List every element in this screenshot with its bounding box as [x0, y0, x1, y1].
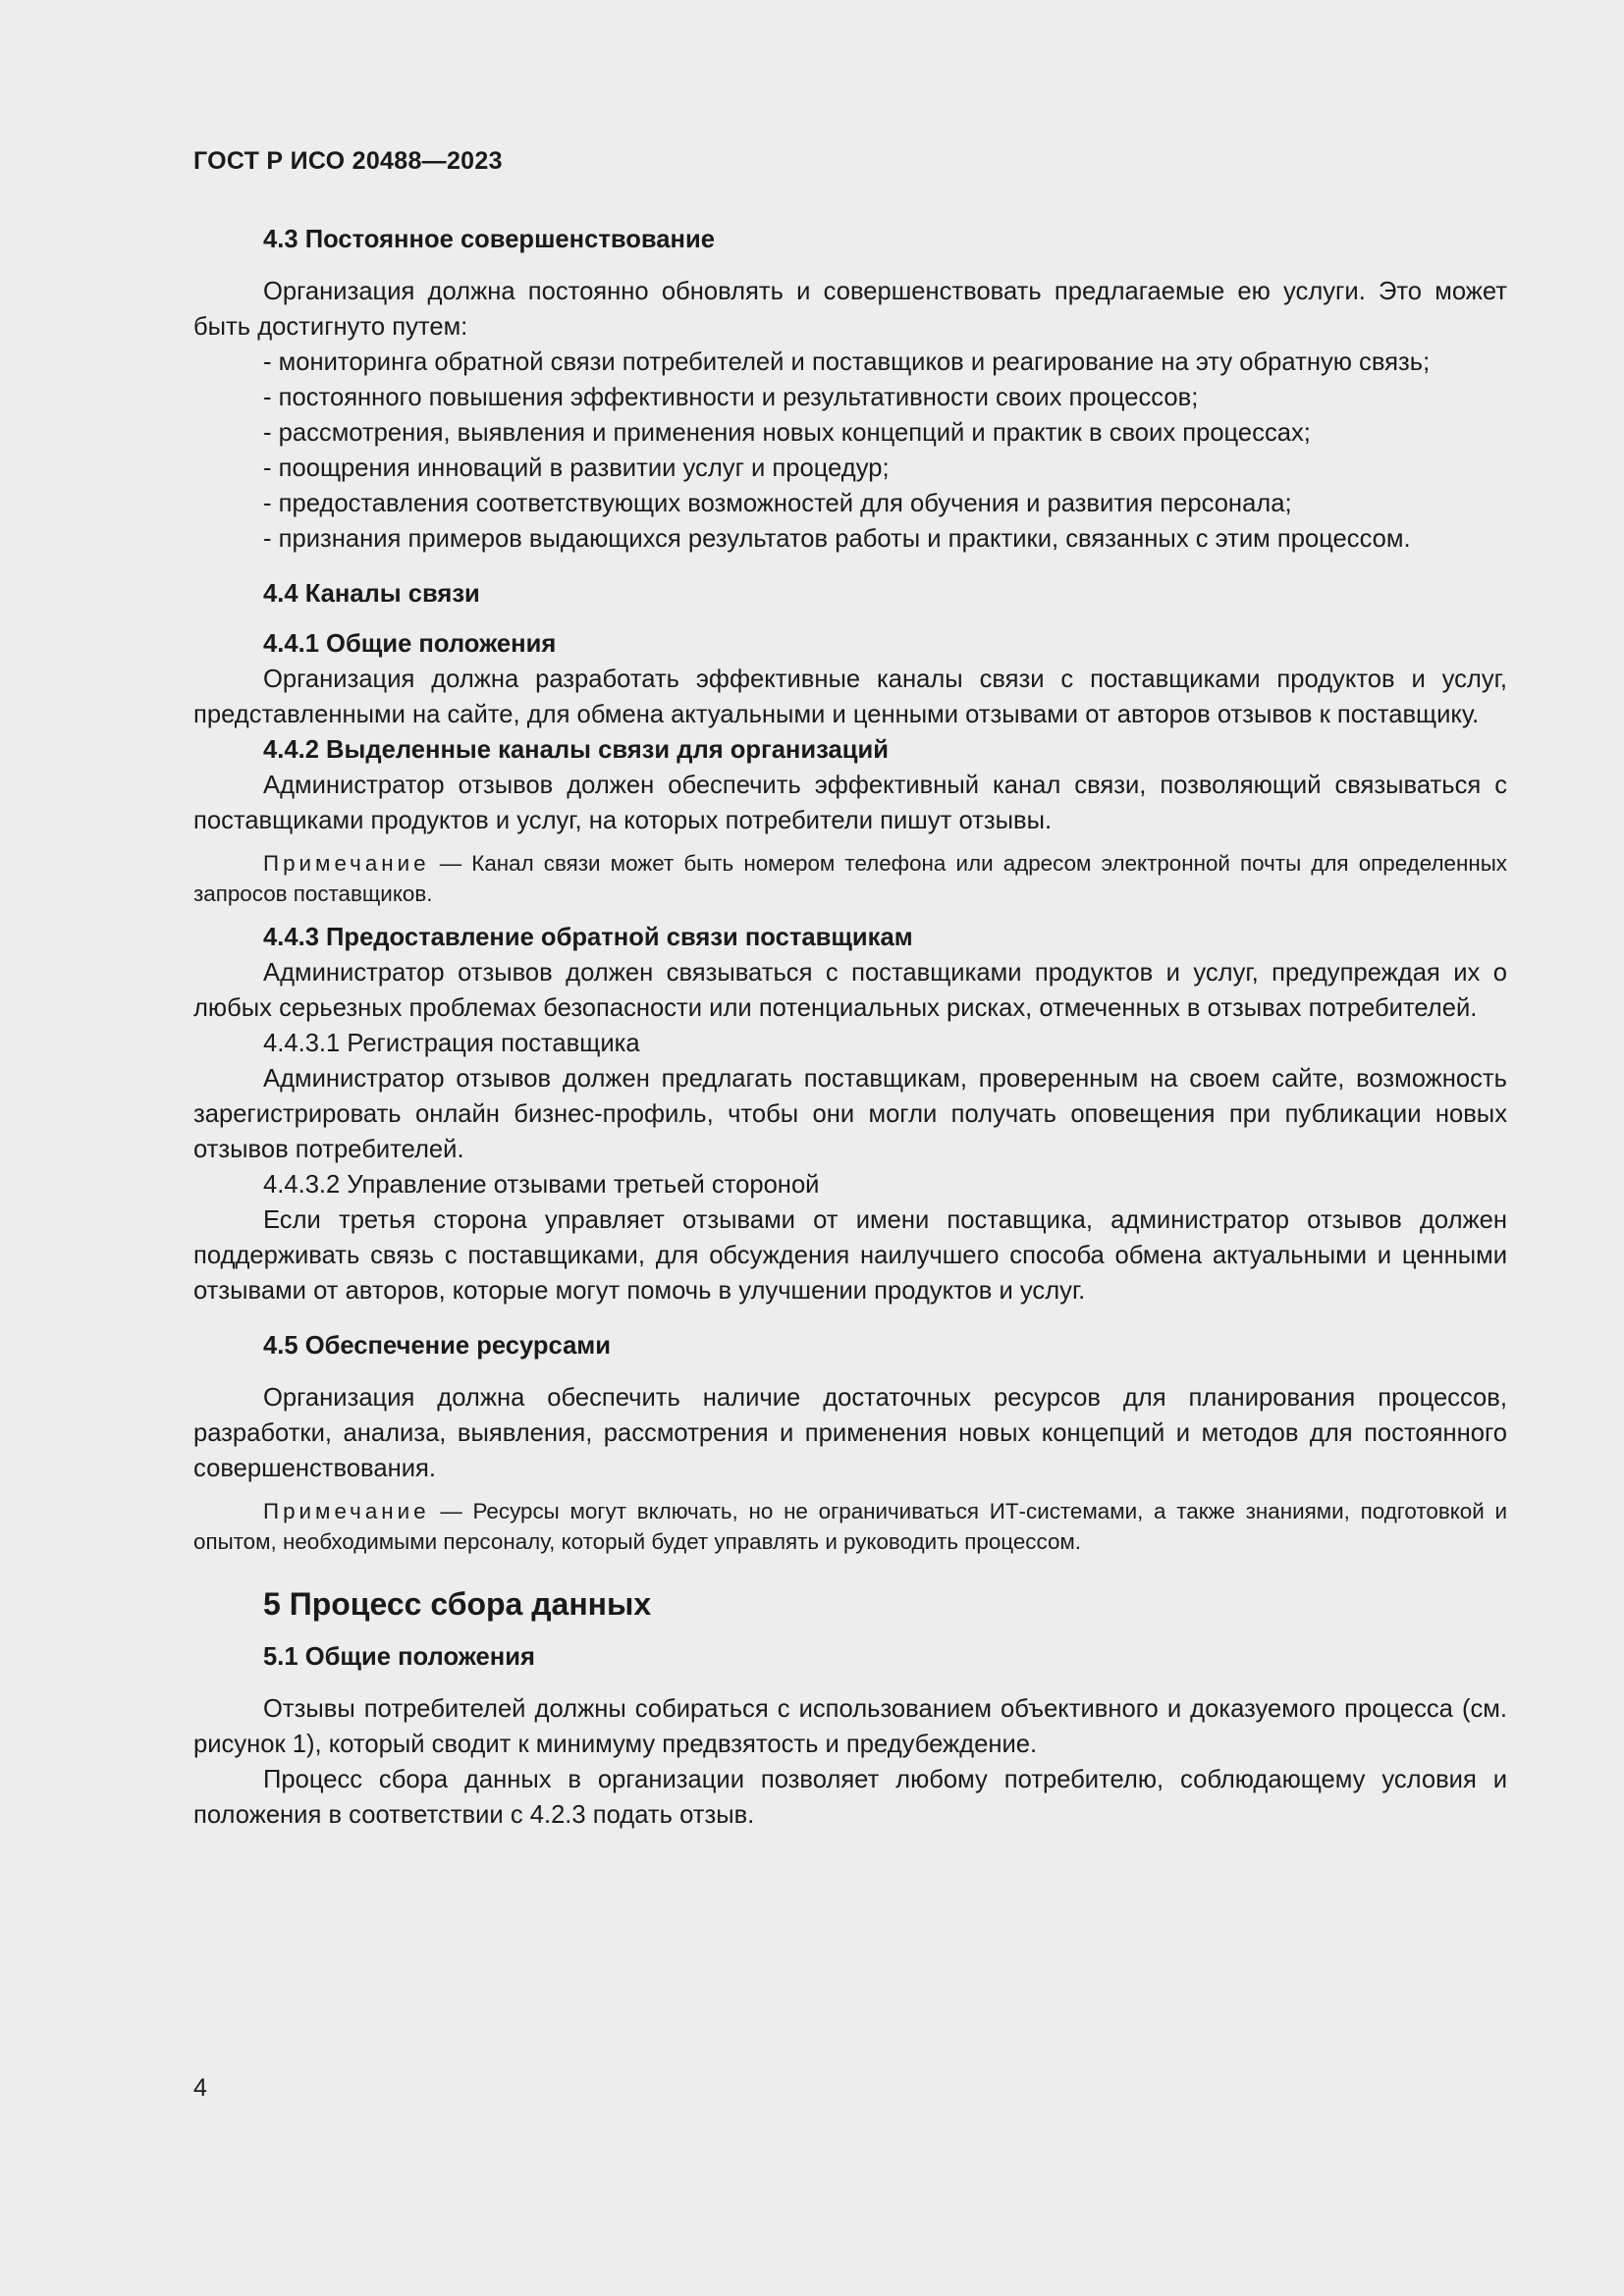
paragraph-4-5: Организация должна обеспечить наличие достаточных ресурсов для планирования процессов, разработки, анализа, выявления, рассмотрения и применения новых концепций и методов для постоянного совершенствования.: [193, 1384, 1507, 1482]
paragraph-5-1-1: Отзывы потребителей должны собираться с использованием объективного и доказуемого процесса (см. рисунок 1), который сводит к минимуму предвзятость и предубеждение.: [193, 1695, 1507, 1758]
paragraph-5-1-2: Процесс сбора данных в организации позволяет любому потребителю, соблюдающему условия и положения в соответствии с 4.2.3 подать отзыв.: [193, 1766, 1507, 1829]
paragraph-4-4-1: Организация должна разработать эффективные каналы связи с поставщиками продуктов и услуг, представленными на сайте, для обмена актуальными и ценными отзывами от авторов отзывов к поставщику.: [193, 666, 1507, 728]
document-body: [193, 222, 1507, 1833]
note-4-5: [193, 1496, 1507, 1557]
note-4-4-2: [193, 848, 1507, 909]
section-heading-4-3: 4.3 Постоянное совершенствование: [263, 226, 715, 253]
section-heading-4-5: 4.5 Обеспечение ресурсами: [263, 1332, 611, 1360]
page-number: 4: [193, 2074, 207, 2102]
list-item: - постоянного повышения эффективности и результативности своих процессов;: [263, 384, 1199, 411]
section-heading-4-4-3-1: 4.4.3.1 Регистрация поставщика: [263, 1030, 640, 1057]
note-text: — Ресурсы могут включать, но не ограничиваться ИТ-системами, а также знаниями, подготовкой и опытом, необходимыми персоналу, который будет управлять и руководить процессом.: [193, 1499, 1507, 1554]
note-text: — Канал связи может быть номером телефона или адресом электронной почты для определенных запросов поставщиков.: [193, 851, 1507, 906]
section-heading-5: 5 Процесс сбора данных: [263, 1586, 652, 1622]
paragraph-4-4-3-2: Если третья сторона управляет отзывами от имени поставщика, администратор отзывов должен поддерживать связь с поставщиками, для обсуждения наилучшего способа обмена актуальными и ценными отзывами от авторов, которые могут помочь в улучшении продуктов и услуг.: [193, 1206, 1507, 1305]
list-item: - поощрения инноваций в развитии услуг и процедур;: [263, 454, 890, 482]
list-item: - предоставления соответствующих возможностей для обучения и развития персонала;: [263, 490, 1292, 517]
list-item: - признания примеров выдающихся результатов работы и практики, связанных с этим процессом.: [263, 525, 1411, 553]
note-label: Примечание: [263, 851, 430, 876]
section-heading-4-4: 4.4 Каналы связи: [263, 580, 480, 608]
section-heading-4-4-1: 4.4.1 Общие положения: [263, 630, 557, 658]
section-heading-5-1: 5.1 Общие положения: [263, 1643, 535, 1671]
list-item: - рассмотрения, выявления и применения новых концепций и практик в своих процессах;: [263, 419, 1311, 447]
paragraph-4-3-intro: Организация должна постоянно обновлять и совершенствовать предлагаемые ею услуги. Это может быть достигнуто путем:: [193, 278, 1507, 341]
document-header: ГОСТ Р ИСО 20488—2023: [193, 147, 503, 175]
list-item: - мониторинга обратной связи потребителей и поставщиков и реагирование на эту обратную связь;: [263, 348, 1431, 376]
note-label: Примечание: [263, 1499, 430, 1523]
paragraph-4-4-2: Администратор отзывов должен обеспечить эффективный канал связи, позволяющий связываться с поставщиками продуктов и услуг, на которых потребители пишут отзывы.: [193, 772, 1507, 834]
section-heading-4-4-3-2: 4.4.3.2 Управление отзывами третьей стороной: [263, 1171, 820, 1199]
section-heading-4-4-3: 4.4.3 Предоставление обратной связи поставщикам: [263, 924, 913, 951]
paragraph-4-4-3-1: Администратор отзывов должен предлагать поставщикам, проверенным на своем сайте, возможность зарегистрировать онлайн бизнес-профиль, чтобы они могли получать оповещения при публикации новых отзывов потребителей.: [193, 1065, 1507, 1163]
paragraph-4-4-3: Администратор отзывов должен связываться с поставщиками продуктов и услуг, предупреждая их о любых серьезных проблемах безопасности или потенциальных рисках, отмеченных в отзывах потребителей.: [193, 959, 1507, 1022]
section-heading-4-4-2: 4.4.2 Выделенные каналы связи для организаций: [263, 736, 889, 764]
